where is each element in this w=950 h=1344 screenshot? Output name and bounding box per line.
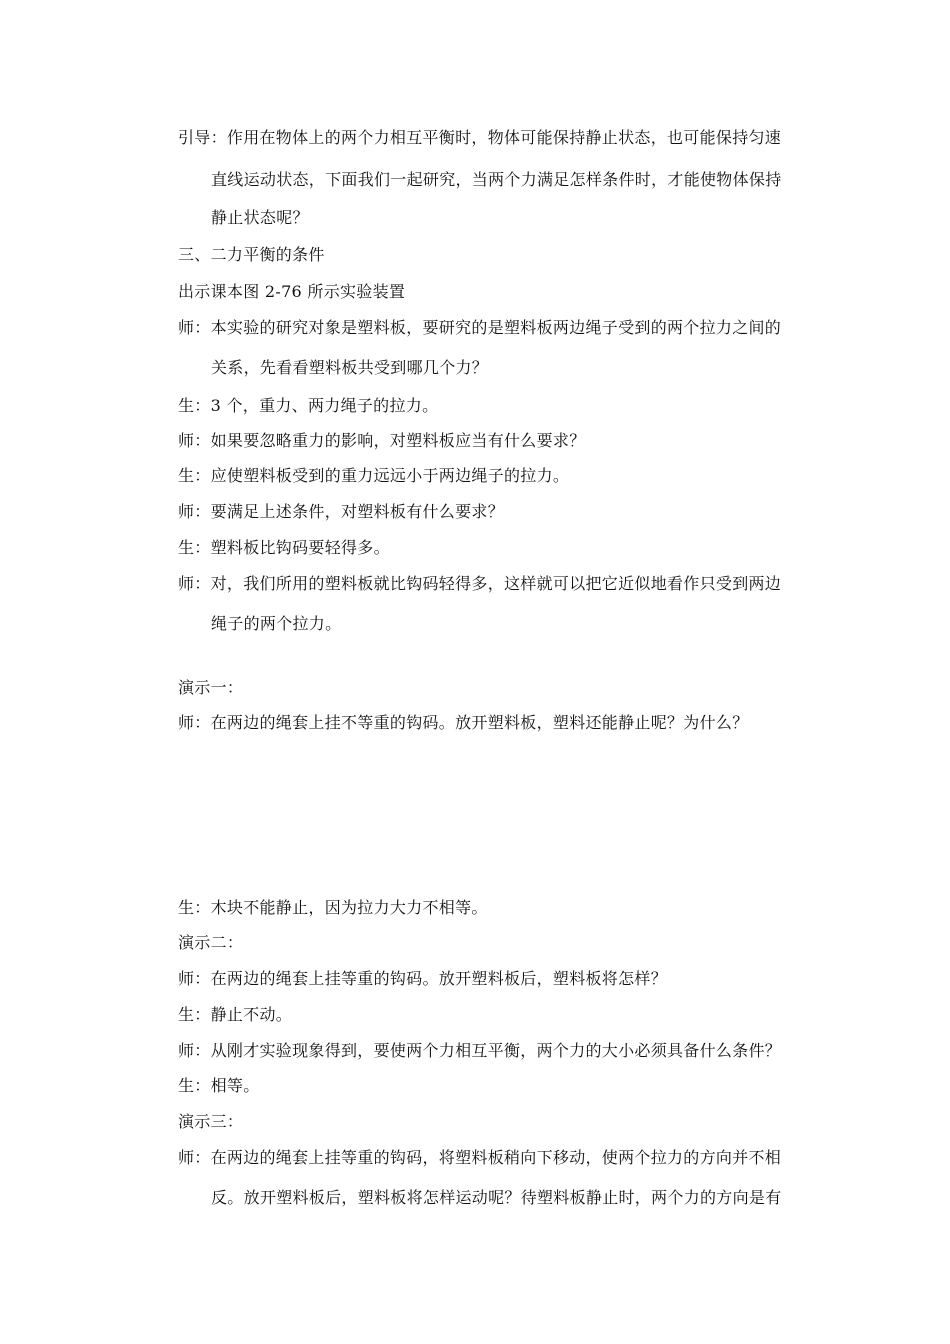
text-line: 师：在两边的绳套上挂不等重的钩码。放开塑料板，塑料还能静止呢？为什么？ (178, 713, 749, 732)
text-line: 静止状态呢？ (211, 208, 309, 227)
text-line: 引导：作用在物体上的两个力相互平衡时，物体可能保持静止状态，也可能保持匀速 (178, 128, 782, 147)
text-line: 生：塑料板比钩码要轻得多。 (178, 538, 390, 557)
demo-heading: 演示三： (178, 1112, 244, 1131)
text-line: 绳子的两个拉力。 (211, 614, 342, 633)
text-line: 生：3 个，重力、两力绳子的拉力。 (178, 396, 439, 415)
demo-heading: 演示一： (178, 678, 244, 697)
text-line: 反。放开塑料板后，塑料板将怎样运动呢？待塑料板静止时，两个力的方向是有 (211, 1188, 782, 1207)
text-line: 生：相等。 (178, 1076, 260, 1095)
demo-heading: 演示二： (178, 933, 244, 952)
text-line: 师：在两边的绳套上挂等重的钩码，将塑料板稍向下移动，使两个拉力的方向并不相 (178, 1148, 782, 1167)
text-line: 师：在两边的绳套上挂等重的钩码。放开塑料板后，塑料板将怎样？ (178, 969, 668, 988)
text-line: 师：从刚才实验现象得到，要使两个力相互平衡，两个力的大小必须具备什么条件？ (178, 1041, 782, 1060)
text-line: 师：对，我们所用的塑料板就比钩码轻得多，这样就可以把它近似地看作只受到两边 (178, 574, 782, 593)
text-line: 师：如果要忽略重力的影响，对塑料板应当有什么要求？ (178, 431, 586, 450)
text-line: 师：本实验的研究对象是塑料板，要研究的是塑料板两边绳子受到的两个拉力之间的 (178, 318, 782, 337)
section-heading: 三、二力平衡的条件 (178, 245, 325, 264)
text-line: 师：要满足上述条件，对塑料板有什么要求？ (178, 502, 505, 521)
text-line: 出示课本图 2-76 所示实验装置 (178, 282, 406, 301)
text-line: 关系，先看看塑料板共受到哪几个力？ (211, 358, 489, 377)
text-line: 生：应使塑料板受到的重力远远小于两边绳子的拉力。 (178, 466, 570, 485)
text-line: 生：静止不动。 (178, 1005, 293, 1024)
text-line: 直线运动状态，下面我们一起研究，当两个力满足怎样条件时，才能使物体保持 (211, 170, 782, 189)
text-line: 生：木块不能静止，因为拉力大力不相等。 (178, 898, 488, 917)
